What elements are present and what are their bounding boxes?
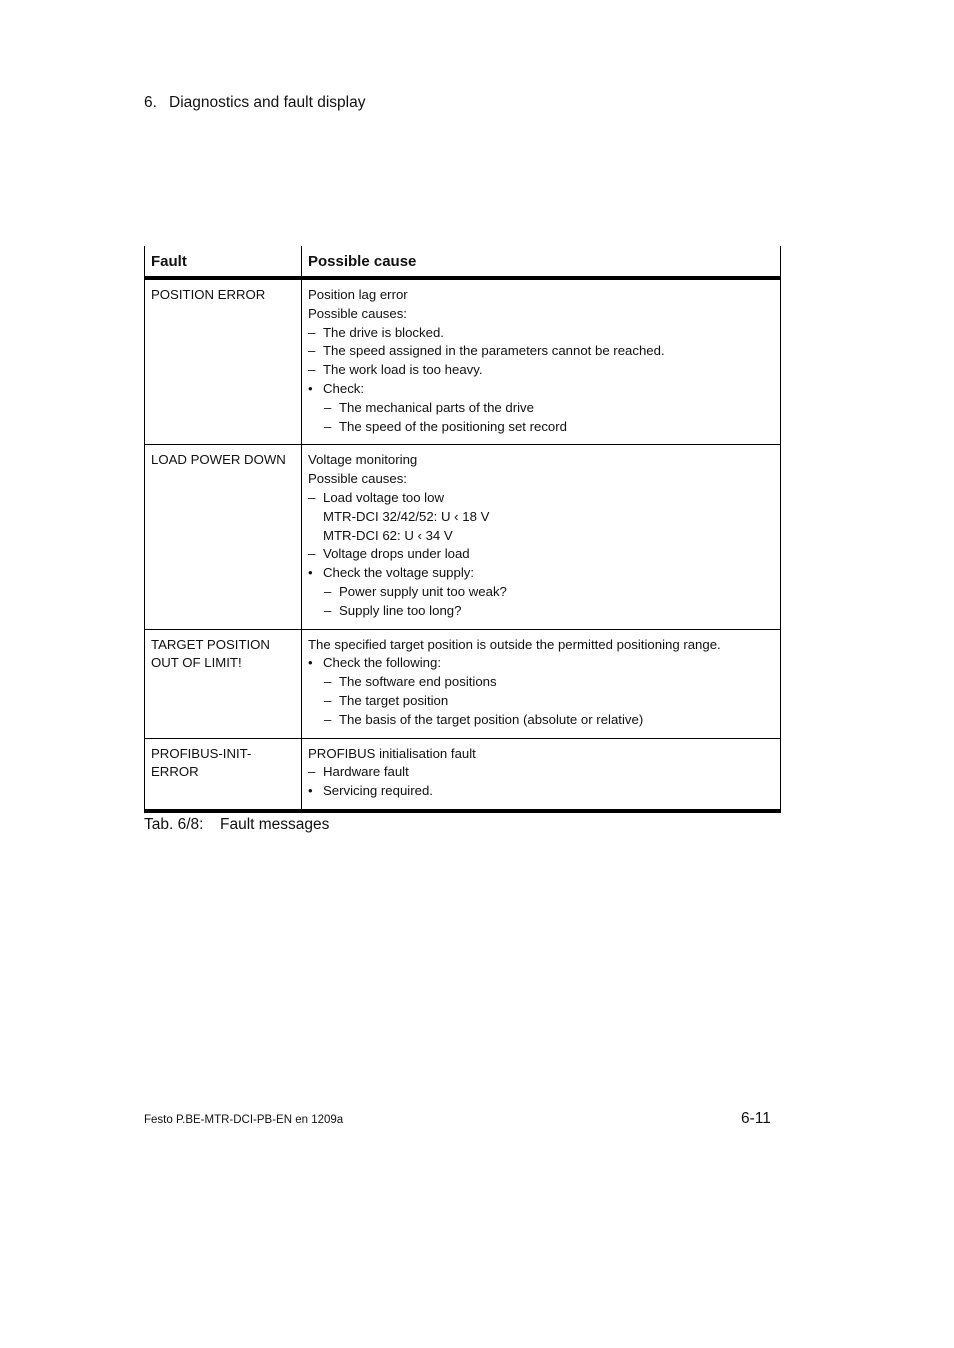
footer-page-number: 6-11 xyxy=(741,1110,771,1127)
dash-marker: – xyxy=(308,764,316,780)
fault-messages-table xyxy=(144,246,781,813)
dash-item xyxy=(308,361,774,380)
dash-marker: – xyxy=(324,399,332,415)
dash-marker: – xyxy=(308,324,316,340)
dash-marker: – xyxy=(308,343,316,359)
cause-detail: MTR-DCI 62: U ‹ 34 V xyxy=(323,527,453,543)
dash-marker: – xyxy=(308,362,316,378)
caption-text: Fault messages xyxy=(220,816,330,833)
table-row xyxy=(145,629,781,738)
table-row xyxy=(145,445,781,629)
item-text: The speed assigned in the parameters cannot be reached. xyxy=(323,343,665,359)
cause-text: Position lag error xyxy=(308,287,408,302)
table-row xyxy=(145,738,781,811)
cause-detail: MTR-DCI 32/42/52: U ‹ 18 V xyxy=(323,508,490,524)
item-text: The basis of the target position (absolute or relative) xyxy=(339,711,644,727)
cause-cell xyxy=(302,629,781,738)
cause-cell xyxy=(302,738,781,811)
section-header xyxy=(144,94,365,112)
dash-item xyxy=(308,342,774,361)
fault-cell: PROFIBUS-INIT-ERROR xyxy=(145,738,302,811)
item-text: Check the voltage supply: xyxy=(323,565,475,581)
dash-marker: – xyxy=(324,692,332,708)
table-caption xyxy=(144,816,329,834)
fault-cell: LOAD POWER DOWN xyxy=(145,445,302,629)
chapter-title: Diagnostics and fault display xyxy=(169,94,366,111)
column-header-fault: Fault xyxy=(145,246,302,278)
dash-item xyxy=(324,399,774,418)
bullet-item xyxy=(308,564,774,583)
item-text: The drive is blocked. xyxy=(323,324,444,340)
cause-text: Voltage monitoring xyxy=(308,452,418,468)
fault-cell: TARGET POSITION OUT OF LIMIT! xyxy=(145,629,302,738)
cause-text: Possible causes: xyxy=(308,471,407,487)
bullet-item xyxy=(308,380,774,399)
dash-item xyxy=(308,763,774,782)
dash-item xyxy=(308,545,774,564)
bullet-item xyxy=(308,782,774,801)
item-text: Hardware fault xyxy=(323,764,409,780)
item-text: Voltage drops under load xyxy=(323,546,470,562)
dash-item xyxy=(324,583,774,602)
table-body xyxy=(145,278,781,811)
dash-item xyxy=(324,673,774,692)
dash-item xyxy=(324,692,774,711)
item-text: The mechanical parts of the drive xyxy=(339,399,534,415)
item-text: Power supply unit too weak? xyxy=(339,583,507,599)
item-text: Supply line too long? xyxy=(339,602,462,618)
caption-label: Tab. 6/8: xyxy=(144,816,204,833)
dash-item xyxy=(324,602,774,621)
dash-item xyxy=(308,489,774,508)
table-row xyxy=(145,278,781,445)
dash-marker: – xyxy=(308,546,316,562)
bullet-marker: • xyxy=(308,783,313,799)
dash-marker: – xyxy=(308,489,316,505)
cause-cell xyxy=(302,278,781,445)
item-text: The speed of the positioning set record xyxy=(339,418,567,434)
fault-cell: POSITION ERROR xyxy=(145,278,302,445)
bullet-marker: • xyxy=(308,565,313,581)
footer-document-id: Festo P.BE-MTR-DCI-PB-EN en 1209a xyxy=(144,1114,344,1126)
chapter-number: 6. xyxy=(144,94,157,111)
dash-marker: – xyxy=(324,583,332,599)
dash-item xyxy=(324,711,774,730)
dash-marker: – xyxy=(324,711,332,727)
cause-text: The specified target position is outside the permitted positioning range. xyxy=(308,636,721,652)
dash-item xyxy=(324,418,774,437)
dash-item xyxy=(308,324,774,343)
dash-marker: – xyxy=(324,674,332,690)
item-text: Servicing required. xyxy=(323,783,433,799)
dash-marker: – xyxy=(324,418,332,434)
item-text: The software end positions xyxy=(339,674,497,690)
item-text: The target position xyxy=(339,692,449,708)
cause-cell xyxy=(302,445,781,629)
item-text: Check: xyxy=(323,380,365,396)
item-text: Load voltage too low xyxy=(323,489,444,505)
column-header-possible-cause: Possible cause xyxy=(302,246,781,278)
cause-text: Possible causes: xyxy=(308,305,407,321)
dash-marker: – xyxy=(324,602,332,618)
cause-text: PROFIBUS initialisation fault xyxy=(308,745,476,761)
item-text: The work load is too heavy. xyxy=(323,362,483,378)
bullet-marker: • xyxy=(308,655,313,671)
bullet-item xyxy=(308,654,774,673)
table-header-row xyxy=(145,246,781,278)
item-text: Check the following: xyxy=(323,655,442,671)
bullet-marker: • xyxy=(308,380,313,396)
